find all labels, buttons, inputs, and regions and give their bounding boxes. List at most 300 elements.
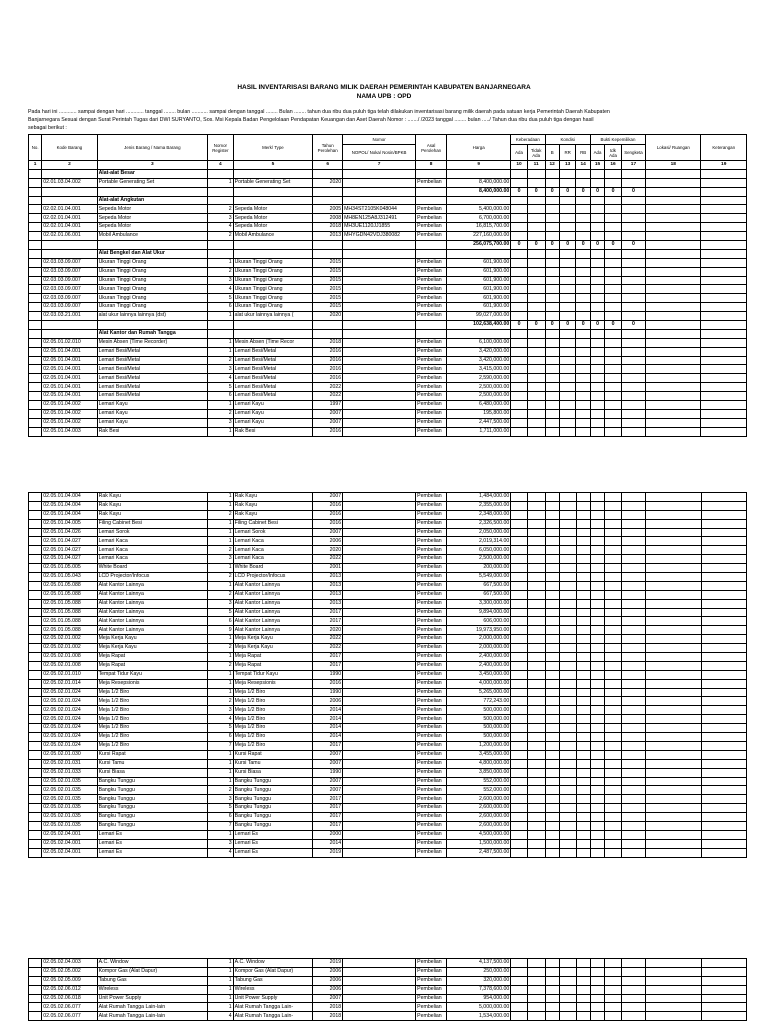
column-number-cell: 3 bbox=[97, 161, 208, 170]
kode-cell: 02.05.01.05.088 bbox=[42, 599, 97, 608]
empty-cell bbox=[576, 564, 590, 573]
empty-cell bbox=[605, 644, 622, 653]
empty-cell bbox=[590, 249, 604, 258]
empty-cell bbox=[605, 679, 622, 688]
harga-cell: 1,200,000.00 bbox=[447, 741, 511, 750]
empty-cell bbox=[621, 285, 645, 294]
subtotal-count: 0 bbox=[576, 241, 590, 250]
row-no-cell bbox=[29, 312, 42, 321]
tahun-cell: 2006 bbox=[313, 967, 343, 976]
register-cell: 5 bbox=[208, 804, 233, 813]
empty-cell bbox=[527, 196, 545, 205]
empty-cell bbox=[527, 688, 545, 697]
empty-cell bbox=[621, 338, 645, 347]
row-no-cell bbox=[29, 223, 42, 232]
empty-cell bbox=[621, 821, 645, 830]
nopol-cell bbox=[343, 374, 416, 383]
kode-cell: 02.05.02.04.001 bbox=[42, 830, 97, 839]
kode-cell: 02.03.03.09.007 bbox=[42, 276, 97, 285]
empty-cell bbox=[590, 581, 604, 590]
table-row bbox=[29, 733, 747, 742]
empty-cell bbox=[701, 768, 746, 777]
register-cell: 2 bbox=[208, 786, 233, 795]
empty-cell bbox=[605, 267, 622, 276]
empty-cell bbox=[701, 321, 747, 330]
empty-cell bbox=[621, 205, 645, 214]
nama-cell: Meja 1/2 Biro bbox=[97, 733, 208, 742]
empty-cell bbox=[590, 976, 604, 985]
merk-cell: Lemari Besi/Metal bbox=[233, 374, 313, 383]
empty-cell bbox=[545, 285, 559, 294]
empty-cell bbox=[590, 715, 604, 724]
asal-cell: Pembelian bbox=[416, 356, 447, 365]
empty-cell bbox=[646, 813, 701, 822]
row-no-cell bbox=[29, 214, 42, 223]
kode-cell: 02.05.01.04.001 bbox=[42, 356, 97, 365]
empty-cell bbox=[545, 249, 559, 258]
row-no-cell bbox=[29, 635, 42, 644]
empty-cell bbox=[646, 959, 701, 968]
merk-cell: Meja 1/2 Biro bbox=[233, 697, 313, 706]
empty-cell bbox=[605, 232, 622, 241]
empty-cell bbox=[559, 688, 576, 697]
empty-cell bbox=[646, 733, 701, 742]
row-no-cell bbox=[29, 1012, 42, 1021]
harga-cell: 7,378,600.00 bbox=[447, 985, 511, 994]
asal-cell: Pembelian bbox=[416, 501, 447, 510]
empty-cell bbox=[545, 679, 559, 688]
asal-cell: Pembelian bbox=[416, 786, 447, 795]
empty-cell bbox=[233, 187, 313, 196]
empty-cell bbox=[646, 546, 701, 555]
tahun-cell: 2001 bbox=[313, 564, 343, 573]
table-row bbox=[29, 768, 747, 777]
row-no-cell bbox=[29, 786, 42, 795]
column-number-cell: 2 bbox=[42, 161, 97, 170]
empty-cell bbox=[559, 276, 576, 285]
empty-cell bbox=[559, 1003, 576, 1012]
empty-cell bbox=[646, 196, 701, 205]
kode-cell: 02.05.01.05.088 bbox=[42, 626, 97, 635]
harga-cell: 601,900.00 bbox=[447, 294, 511, 303]
row-no-cell bbox=[29, 528, 42, 537]
asal-cell: Pembelian bbox=[416, 994, 447, 1003]
row-no-cell bbox=[29, 418, 42, 427]
harga-cell: 606,000.00 bbox=[447, 617, 511, 626]
register-cell: 1 bbox=[208, 258, 233, 267]
empty-cell bbox=[621, 670, 645, 679]
nopol-cell bbox=[343, 608, 416, 617]
nopol-cell bbox=[343, 688, 416, 697]
empty-cell bbox=[527, 267, 545, 276]
empty-cell bbox=[511, 679, 528, 688]
nopol-cell bbox=[343, 537, 416, 546]
empty-cell bbox=[605, 830, 622, 839]
empty-cell bbox=[511, 670, 528, 679]
empty-cell bbox=[559, 267, 576, 276]
empty-cell bbox=[590, 777, 604, 786]
merk-cell: Ukuran Tinggi Orang bbox=[233, 285, 313, 294]
empty-cell bbox=[605, 733, 622, 742]
nama-cell: Lemari Besi/Metal bbox=[97, 365, 208, 374]
empty-cell bbox=[559, 205, 576, 214]
kode-cell: 02.05.02.01.033 bbox=[42, 768, 97, 777]
table-row bbox=[29, 528, 747, 537]
register-cell: 2 bbox=[208, 546, 233, 555]
empty-cell bbox=[527, 795, 545, 804]
empty-cell bbox=[559, 427, 576, 436]
empty-cell bbox=[701, 706, 746, 715]
empty-cell bbox=[511, 178, 528, 187]
harga-cell: 5,000,000.00 bbox=[447, 1003, 511, 1012]
harga-cell: 500,000.00 bbox=[447, 724, 511, 733]
empty-cell bbox=[621, 848, 645, 857]
asal-cell: Pembelian bbox=[416, 528, 447, 537]
empty-cell bbox=[559, 528, 576, 537]
column-number-cell: 11 bbox=[527, 161, 545, 170]
inventory-table-page-3 bbox=[28, 958, 747, 1021]
empty-cell bbox=[527, 285, 545, 294]
nopol-cell bbox=[343, 555, 416, 564]
empty-cell bbox=[208, 187, 233, 196]
register-cell: 2 bbox=[208, 697, 233, 706]
empty-cell bbox=[605, 848, 622, 857]
empty-cell bbox=[545, 750, 559, 759]
empty-cell bbox=[511, 383, 528, 392]
subtotal-count: 0 bbox=[527, 321, 545, 330]
nopol-cell bbox=[343, 383, 416, 392]
empty-cell bbox=[590, 374, 604, 383]
empty-cell bbox=[605, 777, 622, 786]
asal-cell: Pembelian bbox=[416, 258, 447, 267]
tahun-cell: 2006 bbox=[313, 985, 343, 994]
merk-cell: Lemari Es bbox=[233, 839, 313, 848]
asal-cell: Pembelian bbox=[416, 546, 447, 555]
empty-cell bbox=[646, 418, 701, 427]
nopol-cell: MHYGDN42VDJ380082 bbox=[343, 232, 416, 241]
merk-cell: Meja Kerja Kayu bbox=[233, 644, 313, 653]
empty-cell bbox=[559, 546, 576, 555]
empty-cell bbox=[527, 768, 545, 777]
harga-cell: 954,000.00 bbox=[447, 994, 511, 1003]
empty-cell bbox=[605, 249, 622, 258]
empty-cell bbox=[590, 617, 604, 626]
empty-cell bbox=[646, 994, 701, 1003]
harga-cell: 9,894,000.00 bbox=[447, 608, 511, 617]
empty-cell bbox=[605, 338, 622, 347]
empty-cell bbox=[621, 724, 645, 733]
merk-cell: Lemari Besi/Metal bbox=[233, 347, 313, 356]
empty-cell bbox=[701, 688, 746, 697]
merk-cell: Lemari Besi/Metal bbox=[233, 392, 313, 401]
empty-cell bbox=[605, 768, 622, 777]
empty-cell bbox=[605, 759, 622, 768]
row-no-cell bbox=[29, 510, 42, 519]
row-no-cell bbox=[29, 205, 42, 214]
empty-cell bbox=[646, 392, 701, 401]
kode-cell: 02.05.01.04.001 bbox=[42, 392, 97, 401]
empty-cell bbox=[621, 223, 645, 232]
empty-cell bbox=[590, 635, 604, 644]
harga-cell: 3,420,000.00 bbox=[447, 347, 511, 356]
subtotal-count: 0 bbox=[621, 187, 645, 196]
empty-cell bbox=[621, 528, 645, 537]
empty-cell bbox=[559, 510, 576, 519]
empty-cell bbox=[559, 169, 576, 178]
empty-cell bbox=[511, 795, 528, 804]
merk-cell: Ukuran Tinggi Orang bbox=[233, 267, 313, 276]
harga-cell: 6,050,000.00 bbox=[447, 546, 511, 555]
subtotal-count: 0 bbox=[559, 321, 576, 330]
empty-cell bbox=[590, 644, 604, 653]
empty-cell bbox=[545, 573, 559, 582]
tahun-cell: 2016 bbox=[313, 501, 343, 510]
kode-cell: 02.05.01.04.001 bbox=[42, 383, 97, 392]
empty-cell bbox=[701, 759, 746, 768]
row-no-cell bbox=[29, 338, 42, 347]
tahun-cell: 1990 bbox=[313, 768, 343, 777]
empty-cell bbox=[701, 329, 747, 338]
empty-cell bbox=[527, 528, 545, 537]
nopol-cell bbox=[343, 741, 416, 750]
empty-cell bbox=[646, 608, 701, 617]
tahun-cell: 2017 bbox=[313, 741, 343, 750]
empty-cell bbox=[559, 573, 576, 582]
empty-cell bbox=[527, 258, 545, 267]
empty-cell bbox=[511, 294, 528, 303]
asal-cell: Pembelian bbox=[416, 276, 447, 285]
nopol-cell bbox=[343, 670, 416, 679]
nama-cell: Ukuran Tinggi Orang bbox=[97, 294, 208, 303]
tahun-cell: 2013 bbox=[313, 232, 343, 241]
empty-cell bbox=[605, 276, 622, 285]
empty-cell bbox=[621, 196, 645, 205]
empty-cell bbox=[646, 374, 701, 383]
nama-cell: alat ukur lainnya lainnya (dst) bbox=[97, 312, 208, 321]
empty-cell bbox=[343, 169, 416, 178]
table-row bbox=[29, 599, 747, 608]
merk-cell: Lemari Besi/Metal bbox=[233, 365, 313, 374]
empty-cell bbox=[701, 205, 747, 214]
empty-cell bbox=[621, 706, 645, 715]
merk-cell: Meja 1/2 Biro bbox=[233, 706, 313, 715]
empty-cell bbox=[576, 285, 590, 294]
empty-cell bbox=[605, 821, 622, 830]
empty-cell bbox=[527, 661, 545, 670]
empty-cell bbox=[621, 356, 645, 365]
empty-cell bbox=[527, 312, 545, 321]
empty-cell bbox=[545, 338, 559, 347]
merk-cell: Lemari Kaca bbox=[233, 555, 313, 564]
table-row bbox=[29, 724, 747, 733]
harga-cell: 500,000.00 bbox=[447, 706, 511, 715]
kode-cell: 02.05.02.01.008 bbox=[42, 653, 97, 662]
tahun-cell: 2015 bbox=[313, 276, 343, 285]
nopol-cell bbox=[343, 338, 416, 347]
empty-cell bbox=[576, 223, 590, 232]
empty-cell bbox=[29, 321, 42, 330]
harga-cell: 4,000,000.00 bbox=[447, 679, 511, 688]
merk-cell: Kursi Rapat bbox=[233, 750, 313, 759]
nopol-cell bbox=[343, 994, 416, 1003]
empty-cell bbox=[527, 347, 545, 356]
empty-cell bbox=[343, 329, 416, 338]
empty-cell bbox=[621, 733, 645, 742]
empty-cell bbox=[545, 985, 559, 994]
empty-cell bbox=[559, 555, 576, 564]
empty-cell bbox=[511, 196, 528, 205]
kode-cell: 02.05.01.02.010 bbox=[42, 338, 97, 347]
empty-cell bbox=[621, 232, 645, 241]
empty-cell bbox=[576, 427, 590, 436]
empty-cell bbox=[646, 626, 701, 635]
tahun-cell: 2022 bbox=[313, 635, 343, 644]
nama-cell: Lemari Es bbox=[97, 848, 208, 857]
asal-cell: Pembelian bbox=[416, 285, 447, 294]
category-label: Alat Kantor dan Rumah Tangga bbox=[97, 329, 208, 338]
empty-cell bbox=[646, 653, 701, 662]
empty-cell bbox=[511, 848, 528, 857]
empty-cell bbox=[511, 608, 528, 617]
asal-cell: Pembelian bbox=[416, 967, 447, 976]
empty-cell bbox=[233, 249, 313, 258]
tahun-cell: 2020 bbox=[313, 626, 343, 635]
table-row bbox=[29, 644, 747, 653]
table-row bbox=[29, 617, 747, 626]
empty-cell bbox=[590, 347, 604, 356]
table-row bbox=[29, 267, 747, 276]
empty-cell bbox=[511, 401, 528, 410]
empty-cell bbox=[559, 564, 576, 573]
nama-cell: A.C. Window bbox=[97, 959, 208, 968]
tahun-cell: 2016 bbox=[313, 356, 343, 365]
empty-cell bbox=[527, 959, 545, 968]
kode-cell: 02.03.03.09.007 bbox=[42, 294, 97, 303]
empty-cell bbox=[701, 285, 747, 294]
nopol-cell bbox=[343, 759, 416, 768]
empty-cell bbox=[646, 258, 701, 267]
kode-cell: 02.05.02.01.024 bbox=[42, 706, 97, 715]
nama-cell: Alat Kantor Lainnya bbox=[97, 626, 208, 635]
harga-cell: 200,000.00 bbox=[447, 564, 511, 573]
kode-cell: 02.05.02.01.030 bbox=[42, 750, 97, 759]
empty-cell bbox=[559, 196, 576, 205]
empty-cell bbox=[590, 178, 604, 187]
empty-cell bbox=[545, 519, 559, 528]
empty-cell bbox=[559, 392, 576, 401]
empty-cell bbox=[527, 356, 545, 365]
empty-cell bbox=[590, 258, 604, 267]
empty-cell bbox=[590, 733, 604, 742]
row-no-cell bbox=[29, 670, 42, 679]
nama-cell: Lemari Kayu bbox=[97, 409, 208, 418]
empty-cell bbox=[605, 294, 622, 303]
empty-cell bbox=[527, 759, 545, 768]
empty-cell bbox=[590, 205, 604, 214]
col-no: No. bbox=[29, 135, 42, 161]
row-no-cell bbox=[29, 821, 42, 830]
empty-cell bbox=[343, 249, 416, 258]
nopol-cell bbox=[343, 985, 416, 994]
nopol-cell bbox=[343, 519, 416, 528]
kode-cell: 02.05.02.01.024 bbox=[42, 697, 97, 706]
empty-cell bbox=[590, 356, 604, 365]
tahun-cell: 2018 bbox=[313, 1003, 343, 1012]
empty-cell bbox=[576, 830, 590, 839]
nama-cell: Meja 1/2 Biro bbox=[97, 715, 208, 724]
row-no-cell bbox=[29, 285, 42, 294]
harga-cell: 1,534,000.00 bbox=[447, 1012, 511, 1021]
empty-cell bbox=[545, 724, 559, 733]
empty-cell bbox=[559, 383, 576, 392]
harga-cell: 2,348,000.00 bbox=[447, 510, 511, 519]
tahun-cell: 2000 bbox=[313, 830, 343, 839]
nopol-cell: MH34ST2105K048044 bbox=[343, 205, 416, 214]
empty-cell bbox=[545, 214, 559, 223]
tahun-cell: 2015 bbox=[313, 267, 343, 276]
empty-cell bbox=[545, 392, 559, 401]
nopol-cell bbox=[343, 959, 416, 968]
empty-cell bbox=[343, 321, 416, 330]
empty-cell bbox=[42, 187, 97, 196]
empty-cell bbox=[605, 697, 622, 706]
row-no-cell bbox=[29, 383, 42, 392]
table-row bbox=[29, 555, 747, 564]
table-row bbox=[29, 537, 747, 546]
empty-cell bbox=[590, 688, 604, 697]
empty-cell bbox=[511, 967, 528, 976]
empty-cell bbox=[545, 777, 559, 786]
empty-cell bbox=[208, 196, 233, 205]
nama-cell: Lemari Sorok bbox=[97, 528, 208, 537]
asal-cell: Pembelian bbox=[416, 537, 447, 546]
merk-cell: Rak Kayu bbox=[233, 493, 313, 502]
empty-cell bbox=[605, 688, 622, 697]
empty-cell bbox=[545, 537, 559, 546]
empty-cell bbox=[701, 546, 746, 555]
empty-cell bbox=[701, 750, 746, 759]
empty-cell bbox=[527, 276, 545, 285]
tahun-cell: 2013 bbox=[313, 599, 343, 608]
asal-cell: Pembelian bbox=[416, 581, 447, 590]
asal-cell: Pembelian bbox=[416, 1012, 447, 1021]
empty-cell bbox=[590, 427, 604, 436]
tahun-cell: 2014 bbox=[313, 715, 343, 724]
register-cell: 1 bbox=[208, 178, 233, 187]
empty-cell bbox=[701, 383, 747, 392]
empty-cell bbox=[605, 724, 622, 733]
nopol-cell bbox=[343, 626, 416, 635]
nama-cell: Unit Power Supply bbox=[97, 994, 208, 1003]
table-row bbox=[29, 546, 747, 555]
subtotal-row bbox=[29, 321, 747, 330]
empty-cell bbox=[576, 249, 590, 258]
col-rb: RB bbox=[576, 145, 590, 161]
empty-cell bbox=[576, 519, 590, 528]
nama-cell: Meja Rapat bbox=[97, 661, 208, 670]
col-asal: Asal Perolehan bbox=[416, 135, 447, 161]
register-cell: 2 bbox=[208, 644, 233, 653]
nopol-cell bbox=[343, 733, 416, 742]
empty-cell bbox=[621, 555, 645, 564]
asal-cell: Pembelian bbox=[416, 392, 447, 401]
empty-cell bbox=[511, 724, 528, 733]
empty-cell bbox=[590, 528, 604, 537]
empty-cell bbox=[559, 401, 576, 410]
empty-cell bbox=[545, 303, 559, 312]
asal-cell: Pembelian bbox=[416, 804, 447, 813]
empty-cell bbox=[416, 241, 447, 250]
